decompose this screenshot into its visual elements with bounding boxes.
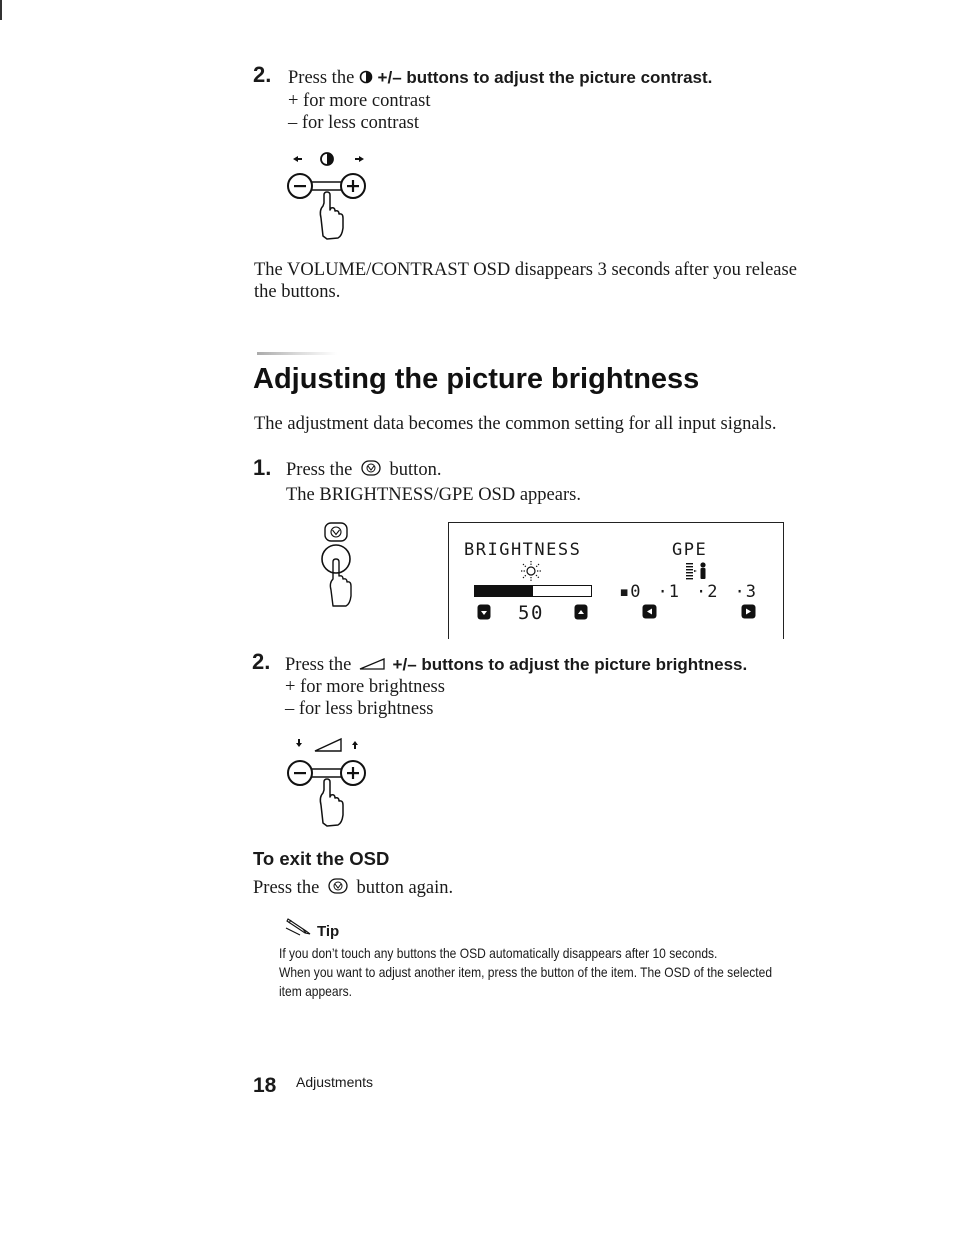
osd-gpe-label: GPE xyxy=(672,540,708,560)
brightness-button-illustration xyxy=(283,735,373,830)
pointing-hand-icon xyxy=(320,779,343,826)
gpe-options xyxy=(619,582,757,602)
step2-text-post: +/– buttons to adjust the picture brightness. xyxy=(392,655,748,674)
contrast-more-text: + for more contrast xyxy=(288,91,431,111)
menu-button-illustration xyxy=(315,520,365,610)
page-edge-mark xyxy=(0,0,2,20)
step2-number: 2. xyxy=(252,649,271,674)
arrow-left-icon xyxy=(293,156,302,162)
contrast-icon xyxy=(321,153,333,165)
contrast-step-text-post: +/– buttons to adjust the picture contrast. xyxy=(377,68,713,87)
brightness-more-text: + for more brightness xyxy=(285,677,445,697)
contrast-button-illustration xyxy=(283,148,373,243)
pencil-tip-icon xyxy=(285,916,313,941)
minus-plus-rocker-icon xyxy=(288,174,365,198)
exit-text-post: button again. xyxy=(356,878,454,898)
step1-number: 1. xyxy=(253,455,272,480)
footer-section-name: Adjustments xyxy=(296,1074,374,1090)
gpe-option-1[interactable]: ·1 xyxy=(657,582,680,602)
brightness-level-fill xyxy=(475,586,533,596)
brightness-down-key-icon[interactable] xyxy=(477,604,491,625)
tip-line2: When you want to adjust another item, press the button of the item. The OSD of the selected xyxy=(279,964,773,980)
minus-plus-rocker-icon xyxy=(288,761,365,785)
menu-button-icon xyxy=(361,460,381,482)
pointing-hand-icon xyxy=(320,192,343,239)
gpe-left-key-icon[interactable] xyxy=(642,604,657,624)
gpe-option-0[interactable]: ▪0 xyxy=(619,582,642,602)
step2-text-pre: Press the xyxy=(285,655,352,675)
contrast-step-text-pre: Press the xyxy=(288,68,355,88)
menu-button-icon xyxy=(328,878,348,900)
gpe-right-key-icon[interactable] xyxy=(741,604,756,624)
section-intro: The adjustment data becomes the common setting for all input signals. xyxy=(254,414,777,434)
step2-line1 xyxy=(285,654,747,677)
contrast-icon xyxy=(359,68,373,90)
arrow-right-icon xyxy=(355,156,364,162)
step1-osd-appears: The BRIGHTNESS/GPE OSD appears. xyxy=(286,485,581,505)
menu-button-icon xyxy=(325,523,347,541)
osd-brightness-label: BRIGHTNESS xyxy=(464,540,582,560)
exit-line xyxy=(253,877,453,900)
tip-line3: item appears. xyxy=(279,983,352,999)
step1-text-pre: Press the xyxy=(286,460,353,480)
exit-title: To exit the OSD xyxy=(253,848,390,869)
brightness-less-text: – for less brightness xyxy=(285,699,434,719)
brightness-up-key-icon[interactable] xyxy=(574,604,588,625)
tip-line1: If you don’t touch any buttons the OSD automatically disappears after 10 seconds. xyxy=(279,945,718,961)
section-rule xyxy=(257,352,337,355)
brightness-wedge-icon xyxy=(358,655,386,677)
arrow-up-icon xyxy=(352,741,358,749)
gpe-option-3[interactable]: ·3 xyxy=(734,582,757,602)
arrow-down-icon xyxy=(296,739,302,747)
brightness-osd-panel xyxy=(448,522,784,639)
page-number: 18 xyxy=(253,1074,277,1097)
brightness-value: 50 xyxy=(518,602,544,624)
step1-line1 xyxy=(286,459,441,482)
step1-text-post: button. xyxy=(389,460,442,480)
section-title: Adjusting the picture brightness xyxy=(253,363,700,395)
contrast-note-line2: the buttons. xyxy=(254,282,341,302)
brightness-level-bar[interactable] xyxy=(474,585,592,597)
contrast-less-text: – for less contrast xyxy=(288,113,420,133)
contrast-note-line1: The VOLUME/CONTRAST OSD disappears 3 seconds after you release xyxy=(254,260,797,280)
contrast-step-number: 2. xyxy=(253,62,272,87)
exit-text-pre: Press the xyxy=(253,878,320,898)
contrast-step-line1 xyxy=(288,67,712,90)
brightness-icon xyxy=(520,561,542,586)
brightness-wedge-icon xyxy=(315,739,341,751)
gpe-option-2[interactable]: ·2 xyxy=(695,582,719,602)
tip-label: Tip xyxy=(317,923,340,940)
